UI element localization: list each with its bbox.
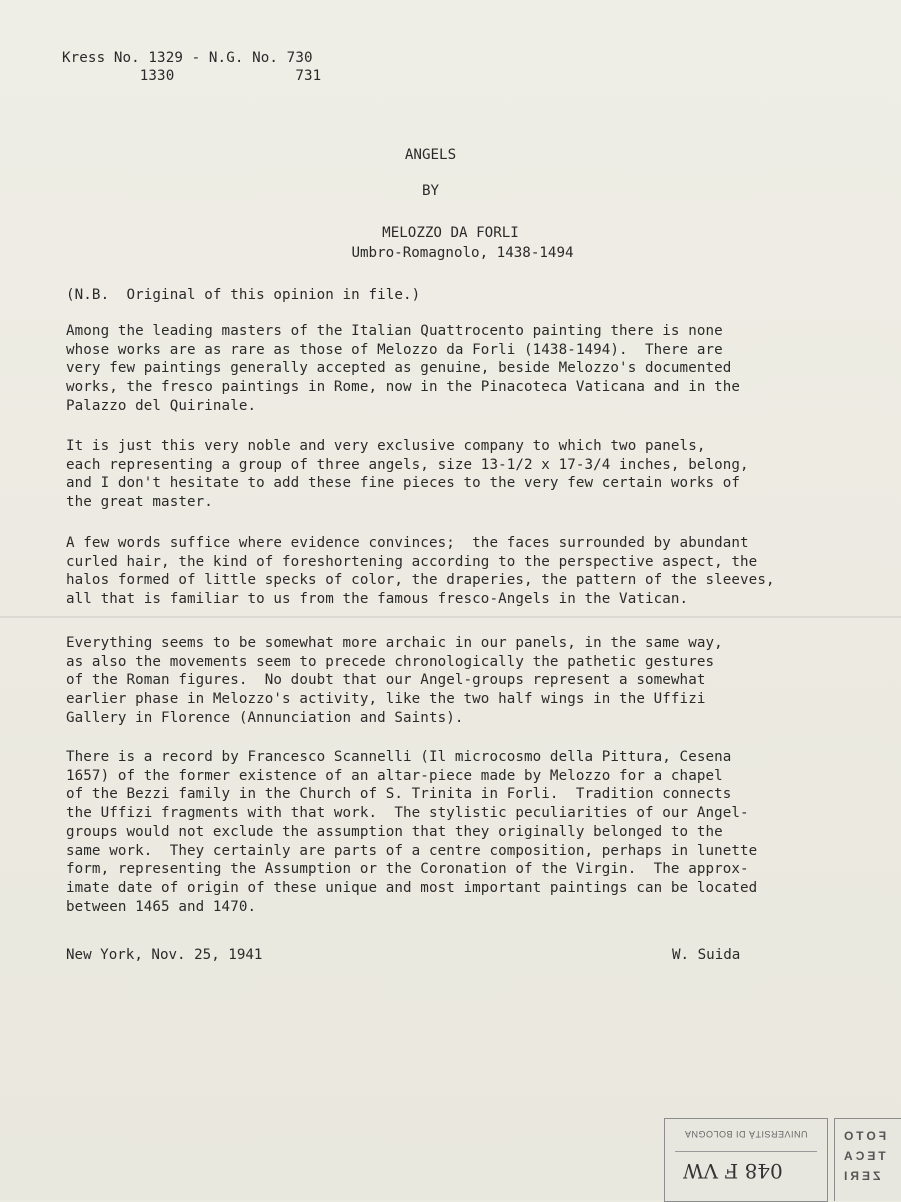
text-line: imate date of origin of these unique and most important paintings can be located (66, 879, 758, 896)
author-signature: W. Suida (672, 947, 741, 963)
paragraph-5 (66, 748, 866, 916)
paragraph-3 (66, 534, 866, 609)
note-text: (N.B. Original of this opinion in file.) (66, 287, 421, 303)
text-line: earlier phase in Melozzo's activity, like the two half wings in the Uffizi (66, 691, 706, 708)
title-subject: ANGELS (404, 147, 457, 163)
reference-numbers-line-1: Kress No. 1329 - N.G. No. 730 (62, 50, 313, 66)
paragraph-2 (66, 437, 866, 512)
text-line: form, representing the Assumption or the Coronation of the Virgin. The approx- (66, 861, 749, 878)
artist-school-dates: Umbro-Romagnolo, 1438-1494 (351, 245, 574, 261)
reference-numbers-line-2: 1330 731 (62, 68, 322, 84)
text-line: halos formed of little specks of color, the draperies, the pattern of the sleeves, (66, 572, 775, 589)
fototeca-stamp (834, 1118, 901, 1201)
artist-name: MELOZZO DA FORLI (382, 225, 519, 241)
paper-fold-crease (0, 616, 901, 618)
text-line: the Uffizi fragments with that work. The stylistic peculiarities of our Angel- (66, 805, 749, 822)
text-line: curled hair, the kind of foreshortening according to the perspective aspect, the (66, 553, 758, 570)
archive-stamp-rule (675, 1151, 817, 1152)
text-line: There is a record by Francesco Scannelli (Il microcosmo della Pittura, Cesena (66, 749, 732, 765)
text-line: as also the movements seem to precede chronologically the pathetic gestures (66, 653, 715, 670)
text-line: the great master. (66, 494, 213, 511)
place-and-date: New York, Nov. 25, 1941 (66, 947, 263, 963)
text-line: Palazzo del Quirinale. (66, 397, 257, 414)
fototeca-row: TECA (841, 1149, 886, 1163)
text-line: 1657) of the former existence of an altar-piece made by Melozzo for a chapel (66, 767, 723, 784)
text-line: works, the fresco paintings in Rome, now in the Pinacoteca Vaticana and in the (66, 379, 741, 396)
text-line: same work. They certainly are parts of a centre composition, perhaps in lunette (66, 842, 758, 859)
text-line: It is just this very noble and very exclusive company to which two panels, (66, 438, 706, 454)
fototeca-row: ZERI (841, 1169, 881, 1183)
text-line: A few words suffice where evidence convinces; the faces surrounded by abundant (66, 535, 749, 551)
text-line: Everything seems to be somewhat more archaic in our panels, in the same way, (66, 635, 723, 651)
text-line: all that is familiar to us from the famous fresco-Angels in the Vatican. (66, 591, 689, 608)
text-line: of the Roman figures. No doubt that our Angel-groups represent a somewhat (66, 672, 706, 689)
text-line: of the Bezzi family in the Church of S. Trinita in Forli. Tradition connects (66, 786, 732, 803)
paragraph-1 (66, 322, 866, 416)
text-line: very few paintings generally accepted as genuine, beside Melozzo's documented (66, 360, 732, 377)
text-line: between 1465 and 1470. (66, 898, 257, 915)
paragraph-4 (66, 634, 866, 728)
text-line: each representing a group of three angels, size 13-1/2 x 17-3/4 inches, belong, (66, 456, 749, 473)
text-line: groups would not exclude the assumption that they originally belonged to the (66, 823, 723, 840)
text-line: Gallery in Florence (Annunciation and Saints). (66, 709, 464, 726)
title-by: BY (421, 183, 440, 199)
archive-stamp (664, 1118, 828, 1202)
text-line: and I don't hesitate to add these fine pieces to the very few certain works of (66, 475, 741, 492)
text-line: Among the leading masters of the Italian Quattrocento painting there is none (66, 323, 723, 339)
inventory-number: 048 F VW (683, 1159, 783, 1183)
archive-stamp-header: UNIVERSITÀ DI BOLOGNA (684, 1129, 808, 1139)
text-line: whose works are as rare as those of Melozzo da Forli (1438-1494). There are (66, 341, 723, 358)
note-line (66, 286, 866, 305)
fototeca-row: FOTO (841, 1129, 887, 1143)
